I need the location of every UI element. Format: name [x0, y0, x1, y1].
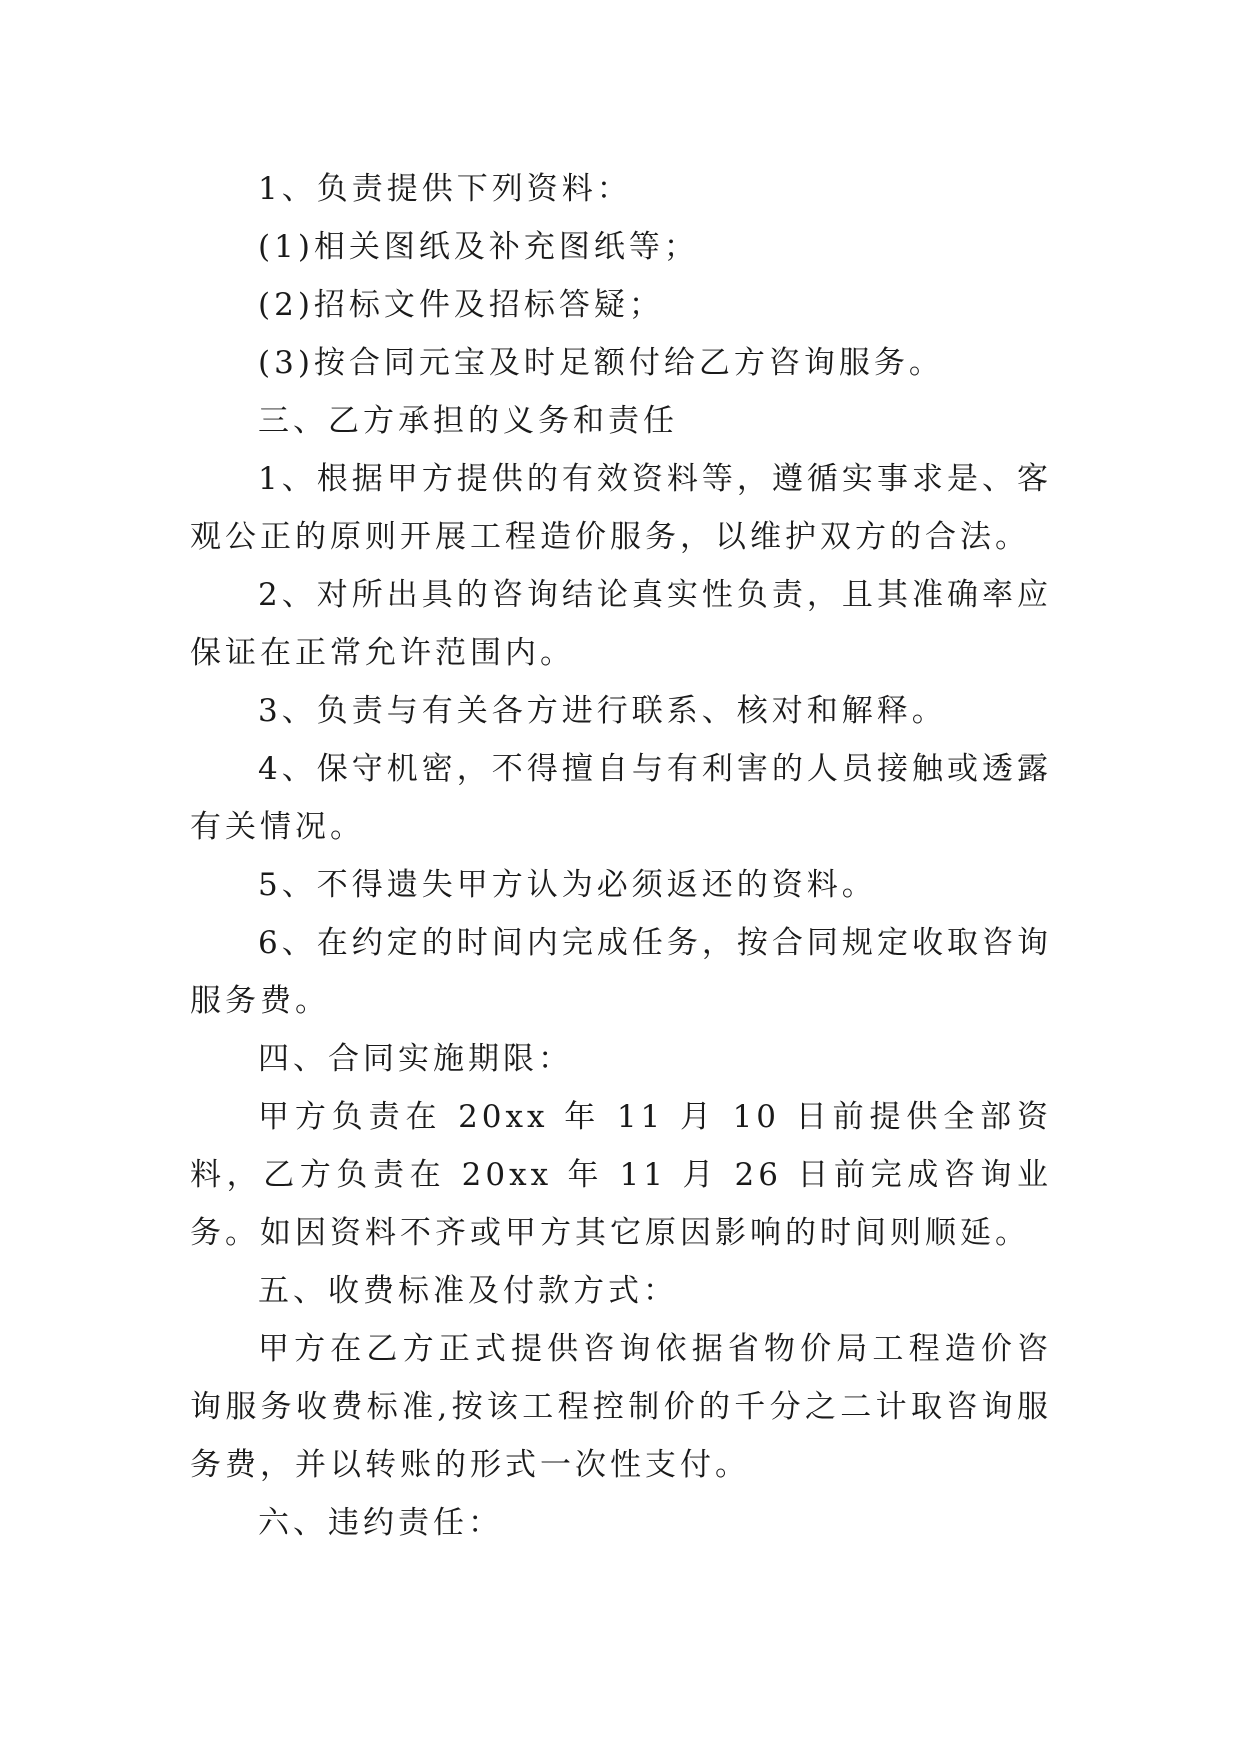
paragraph-consultant-duty-4: 4、保守机密，不得擅自与有利害的人员接触或透露有关情况。: [190, 751, 1052, 845]
section-heading-4: 四、合同实施期限：: [258, 1041, 573, 1077]
paragraph-drawings: (1)相关图纸及补充图纸等；: [258, 229, 699, 265]
paragraph-client-duty-1: 1、负责提供下列资料：: [258, 171, 632, 207]
paragraph-tender-docs: (2)招标文件及招标答疑；: [258, 287, 664, 323]
paragraph-schedule: 甲方负责在 20xx 年 11 月 10 日前提供全部资料，乙方负责在 20xx 年 11 月 26 日前完成咨询业务。如因资料不齐或甲方其它原因影响的时间则顺延。: [190, 1099, 1052, 1251]
paragraph-consultant-duty-5: 5、不得遗失甲方认为必须返还的资料。: [258, 867, 877, 903]
paragraph-payment: (3)按合同元宝及时足额付给乙方咨询服务。: [258, 345, 944, 381]
document-body: [190, 160, 1052, 1552]
paragraph-consultant-duty-6: 6、在约定的时间内完成任务，按合同规定收取咨询服务费。: [190, 925, 1052, 1019]
section-heading-5: 五、收费标准及付款方式：: [258, 1273, 678, 1309]
paragraph-fees: 甲方在乙方正式提供咨询依据省物价局工程造价咨询服务收费标准,按该工程控制价的千分之二计取咨询服务费，并以转账的形式一次性支付。: [190, 1331, 1052, 1483]
section-heading-6: 六、违约责任：: [258, 1505, 503, 1541]
section-heading-3: 三、乙方承担的义务和责任: [258, 403, 678, 439]
paragraph-consultant-duty-1: 1、根据甲方提供的有效资料等，遵循实事求是、客观公正的原则开展工程造价服务，以维护双方的合法。: [190, 461, 1052, 555]
paragraph-consultant-duty-2: 2、对所出具的咨询结论真实性负责，且其准确率应保证在正常允许范围内。: [190, 577, 1052, 671]
paragraph-consultant-duty-3: 3、负责与有关各方进行联系、核对和解释。: [258, 693, 947, 729]
